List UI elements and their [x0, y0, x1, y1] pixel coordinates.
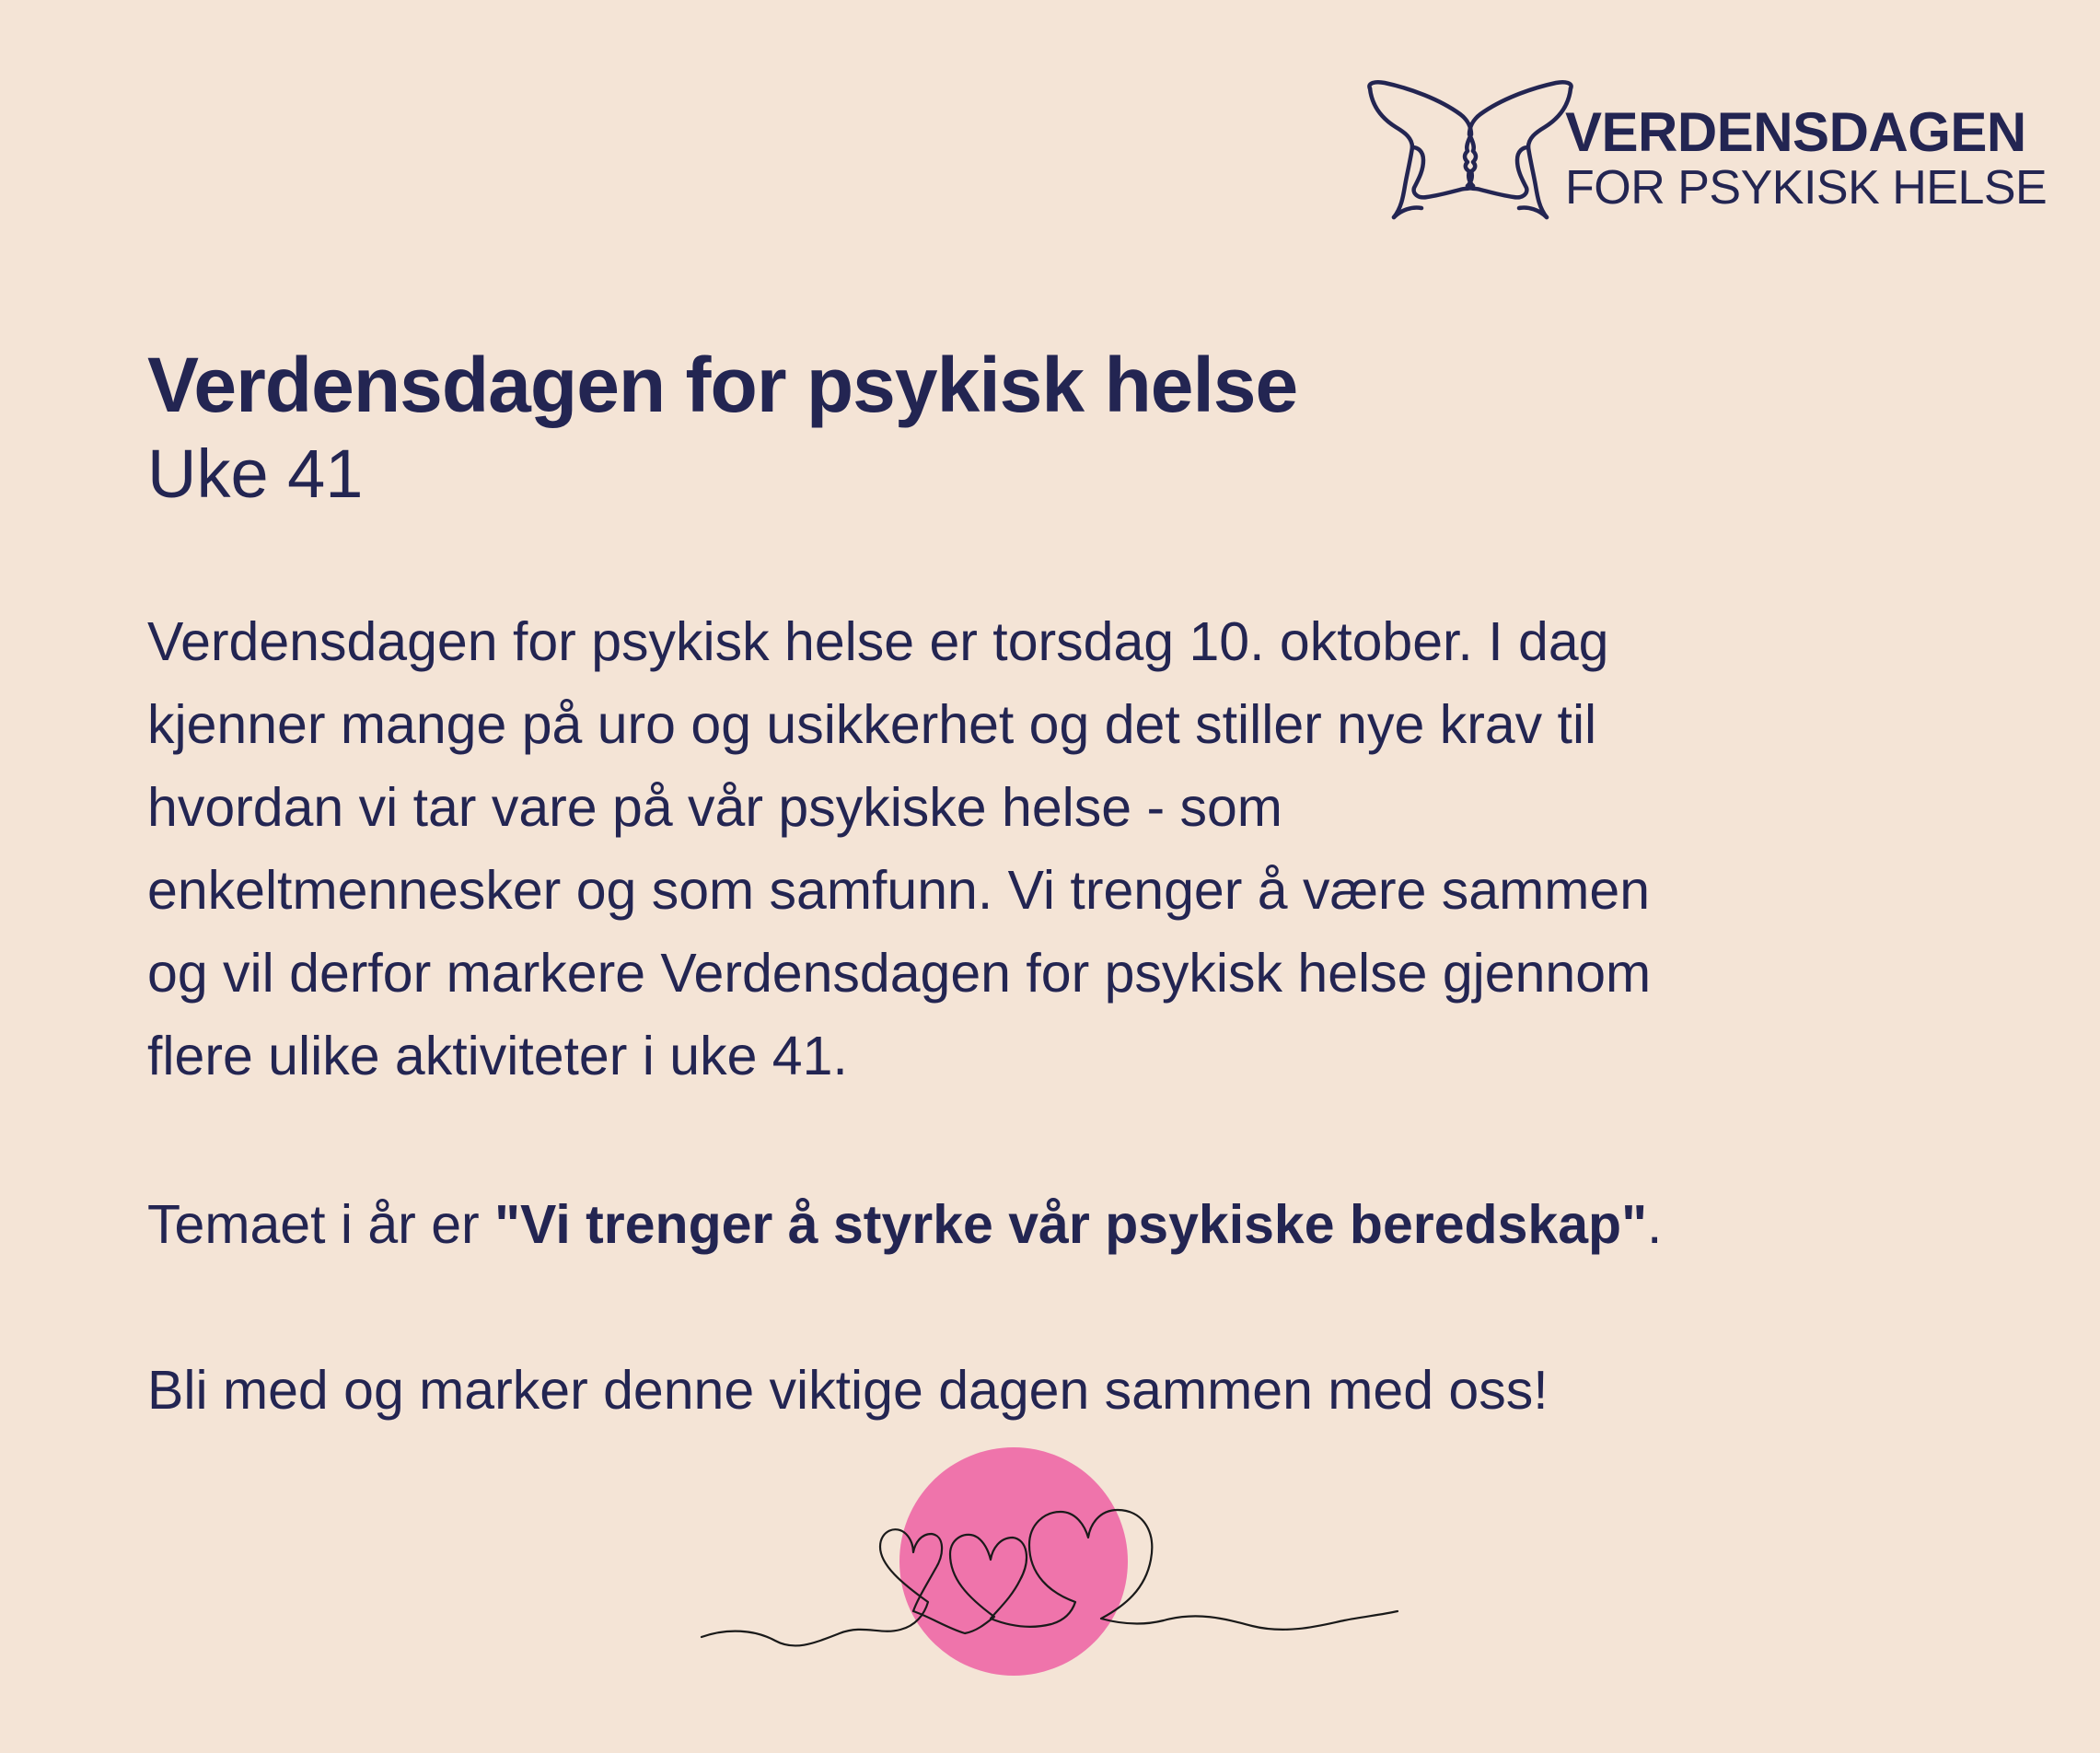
hearts-line-icon — [700, 1445, 1399, 1685]
theme-suffix: . — [1647, 1194, 1663, 1255]
theme-statement — [147, 1183, 1662, 1266]
body-line: og vil derfor markere Verdensdagen for psykisk helse gjennom — [147, 943, 1652, 1004]
body-line: kjenner mange på uro og usikkerhet og det stiller nye krav til — [147, 694, 1597, 755]
logo — [1363, 77, 2048, 234]
theme-prefix: Temaet i år er — [147, 1194, 495, 1255]
page-subtitle: Uke 41 — [147, 435, 364, 512]
theme-highlight: "Vi trenger å styrke vår psykiske beredskap" — [494, 1194, 1648, 1255]
body-line: enkeltmennesker og som samfunn. Vi trenger å være sammen — [147, 860, 1651, 921]
pink-circle — [899, 1447, 1128, 1676]
body-line: Verdensdagen for psykisk helse er torsdag 10. oktober. I dag — [147, 611, 1609, 672]
body-line: flere ulike aktiviteter i uke 41. — [147, 1026, 848, 1086]
logo-title: VERDENSDAGEN — [1565, 101, 2026, 163]
call-to-action: Bli med og marker denne viktige dagen sammen med oss! — [147, 1360, 1549, 1421]
body-line: hvordan vi tar vare på vår psykiske helse - som — [147, 777, 1282, 838]
body-paragraph — [147, 600, 2007, 1097]
page-title: Verdensdagen for psykisk helse — [147, 342, 1298, 428]
logo-subtitle: FOR PSYKISK HELSE — [1565, 161, 2048, 215]
butterfly-faces-icon — [1363, 77, 1578, 225]
